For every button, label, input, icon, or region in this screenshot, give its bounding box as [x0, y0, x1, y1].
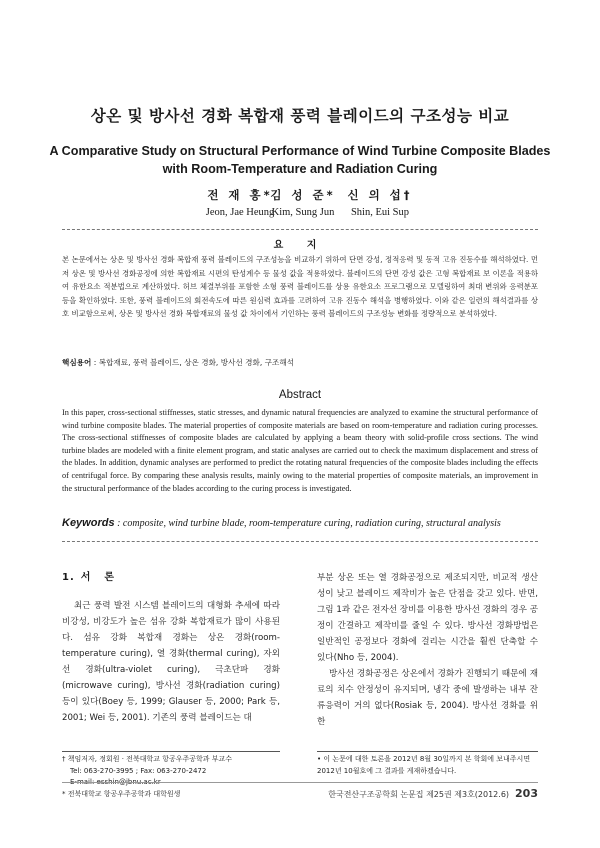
keywords-ko-list: : 복합재료, 풍력 블레이드, 상온 경화, 방사선 경화, 구조해석 [91, 358, 294, 367]
abstract-en-heading: Abstract [278, 389, 322, 401]
abstract-ko-heading: 요 지 [273, 240, 327, 251]
author [320, 187, 440, 218]
footnote-right [317, 754, 538, 777]
footnote-line: E-mail: esshin@jbnu.ac.kr [70, 778, 161, 786]
footer-rule [62, 782, 538, 783]
section-title: 서론 [80, 572, 129, 583]
paper-title-english [0, 142, 600, 178]
section-number: 1. [62, 572, 75, 583]
footnote-rule [62, 751, 280, 752]
author-name-english: Shin, Eui Sup [350, 207, 410, 218]
body-column-right [317, 570, 538, 730]
keywords-english [62, 517, 538, 529]
author-name-english: Jeon, Jae Heung [205, 207, 275, 218]
keywords-ko-label: 핵심용어 [62, 358, 92, 367]
divider [62, 229, 538, 230]
author-name-korean: 신 의 섭† [347, 188, 413, 202]
journal-citation: 한국전산구조공학회 논문집 제25권 제3호(2012.6) [328, 790, 510, 799]
paragraph: 방사선 경화공정은 상온에서 경화가 진행되기 때문에 재료의 치수 안정성이 유지되며, 냉각 중에 발생하는 내부 잔류응력이 거의 없다(Rosiak 등, 2004). 방사선 경화를 위한 [317, 669, 538, 727]
paragraph: 최근 풍력 발전 시스템 블레이드의 대형화 추세에 따라 비강성, 비강도가 높은 섬유 강화 복합재료가 많이 사용된다. 섬유 강화 복합재 경화는 상온 경화(room-temperature curing), 열 경화(thermal curing), 자외선 경화(ultra-violet curing), 극초단파 경화(microwave curing), 방사선 경화(radiation curing) 등이 있다(Boey 등, 1999; Glauser 등, 2000; Park 등, 2001; Wei 등, 2001). 기존의 풍력 블레이드는 대 [62, 601, 280, 723]
keywords-korean [62, 357, 538, 368]
abstract-korean: 본 논문에서는 상온 및 방사선 경화 복합재 풍력 블레이드의 구조성능을 비교하기 위하여 단면 강성, 정적응력 및 동적 고유 진동수를 해석하였다. 먼저 상온 및 방사선 경화공정에 의한 복합재료 시편의 탄성계수 등 물성 값을 적용하였다. 블레이드의 단면 강성 값은 고형 복합재료 보 이론을 적용하여 유한요소 적분법으로 계산하였다. 허브 체결부위를 포함한 소형 풍력 블레이드를 상용 유한요소 프로그램으로 모델링하여 최대 변위와 응력분포 등을 확인하였다. 또한, 풍력 블레이드의 회전속도에 따른 원심력 효과를 고려하여 고유 진동수 해석을 병행하였다. 이와 같은 일련의 해석결과를 상호 비교함으로써, 상온 및 방사선 경화 복합재료의 물성 값 차이에서 기인하는 풍력 블레이드의 구조성능 변화를 정량적으로 분석하였다. [62, 255, 538, 319]
page-number: 203 [515, 787, 538, 800]
footnote-rule [317, 751, 538, 752]
page-footer [328, 787, 538, 800]
footnote-line: • 이 논문에 대한 토론을 2012년 8월 30일까지 본 학회에 보내주시면 2012년 10월호에 그 결과를 게재하겠습니다. [317, 755, 531, 775]
keywords-en-list: : composite, wind turbine blade, room-temperature curing, radiation curing, structural analysis [114, 518, 501, 529]
paper-title-korean: 상온 및 방사선 경화 복합재 풍력 블레이드의 구조성능 비교 [90, 107, 510, 125]
footnote-left [62, 754, 280, 800]
title-en-line1: A Comparative Study on Structural Performance of Wind Turbine Composite Blades [49, 144, 551, 158]
author-name-korean: 전 재 홍* [207, 188, 273, 202]
keywords-en-label: Keywords [62, 517, 115, 529]
footnote-line: * 전북대학교 항공우주공학과 대학원생 [62, 789, 181, 798]
author-name-korean: 김 성 준* [270, 188, 336, 202]
divider [62, 541, 538, 542]
title-en-line2: with Room-Temperature and Radiation Curing [162, 162, 438, 176]
footnote-line: Tel: 063-270-3995 ; Fax: 063-270-2472 [70, 766, 207, 775]
section-heading [62, 568, 128, 583]
abstract-english: In this paper, cross-sectional stiffnesses, static stresses, and dynamic natural frequencies are analyzed to examine the structural performance of wind turbine composite blades. The material properties of composite materials are based on room-temperature and radiation curing processes. The cross-sectional stiffnesses of composite blades are calculated by applying a beam theory with solid-profile cross sections. The wind turbine blades are modeled with a finite element program, and static analyses are carried out to check the maximum displacement and stress of the blades. In addition, dynamic analyses are performed to predict the rotating natural frequencies of the composite blades including the effects of centrifugal force. By comparing these analysis results, mainly owing to the material properties of composite materials, an improvement in the structural performance of the blades according to the curing process is investigated. [62, 408, 538, 493]
body-column-left [62, 598, 280, 726]
footnote-line: † 책임저자, 정회원 · 전북대학교 항공우주공학과 부교수 [62, 755, 233, 763]
paragraph: 부분 상온 또는 열 경화공정으로 제조되지만, 비교적 생산성이 낮고 블레이드 제작비가 높은 단점을 갖고 있다. 반면, 그림 1과 같은 전자선 장비를 이용한 방사선 경화의 경우 공정이 간결하고 제작비를 줄일 수 있다. 방사선 경화방법은 일반적인 공정보다 경화에 걸리는 시간을 훨씬 단축할 수 있다(Nho 등, 2004). [317, 573, 538, 663]
author-name-english: Kim, Sung Jun [271, 207, 335, 218]
